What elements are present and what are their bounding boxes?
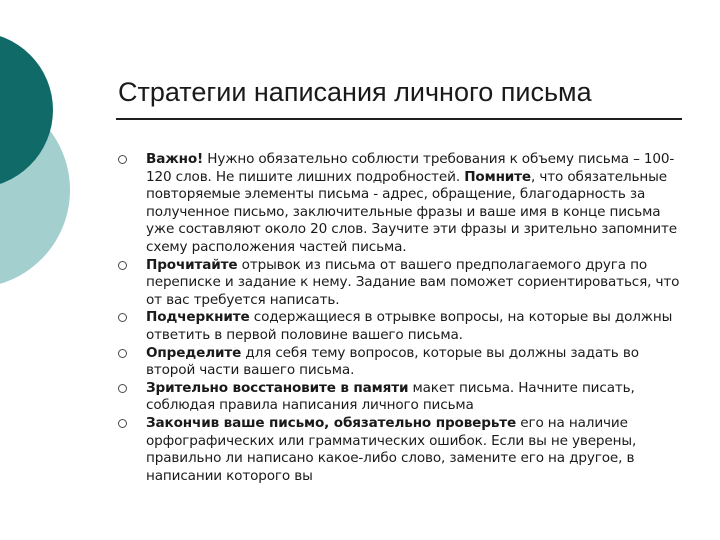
- list-item: [118, 257, 684, 310]
- item-lead: Зрительно восстановите в памяти: [146, 379, 409, 396]
- item-text: макет письма. Начните писать, соблюдая правила написания личного письма: [146, 379, 635, 414]
- list-item: [118, 415, 684, 485]
- slide-title: Стратегии написания личного письма: [118, 77, 592, 107]
- bullet-icon: [118, 349, 127, 358]
- list-item: [118, 380, 684, 415]
- bullet-icon: [118, 419, 127, 428]
- list-item: [118, 151, 684, 257]
- item-lead: Важно!: [146, 151, 204, 167]
- title-divider: [116, 118, 682, 120]
- item-text: Нужно обязательно соблюсти требования к объему письма – 100-120 слов. Не пишите лишних подробностей.: [146, 151, 675, 185]
- item-lead-secondary: Помните: [464, 168, 531, 185]
- bullet-icon: [118, 155, 127, 164]
- item-text-secondary: , что обязательные повторяемые элементы письма - адрес, обращение, благодарность за полученное письмо, заключительные фразы и ваше имя в конце письма уже составляют около 20 слов. Заучите эти фразы и зрительно запомните схему расположения частей письма.: [146, 168, 677, 255]
- bullet-icon: [118, 261, 127, 270]
- item-lead: Закончив ваше письмо, обязательно проверьте: [146, 414, 517, 431]
- bullet-icon: [118, 384, 127, 393]
- item-lead: Прочитайте: [146, 256, 238, 273]
- list-item: [118, 345, 684, 380]
- item-text: содержащиеся в отрывке вопросы, на которые вы должны ответить в первой половине вашего письма.: [146, 309, 673, 343]
- item-lead: Определите: [146, 344, 242, 361]
- item-text: отрывок из письма от вашего предполагаемого друга по переписке и задание к нему. Задание вам поможет сориентироваться, что от вас требуется написать.: [146, 256, 680, 308]
- bullet-icon: [118, 313, 127, 322]
- strategy-list: [118, 151, 684, 485]
- item-text: для себя тему вопросов, которые вы должны задать во второй части вашего письма.: [146, 344, 639, 379]
- item-lead: Подчеркните: [146, 309, 250, 326]
- item-text: его на наличие орфографических или грамматических ошибок. Если вы не уверены, правильно ли написано какое-либо слово, замените его на другое, в написании которого вы: [146, 414, 637, 484]
- list-item: [118, 309, 684, 344]
- decorative-circles: [0, 0, 120, 300]
